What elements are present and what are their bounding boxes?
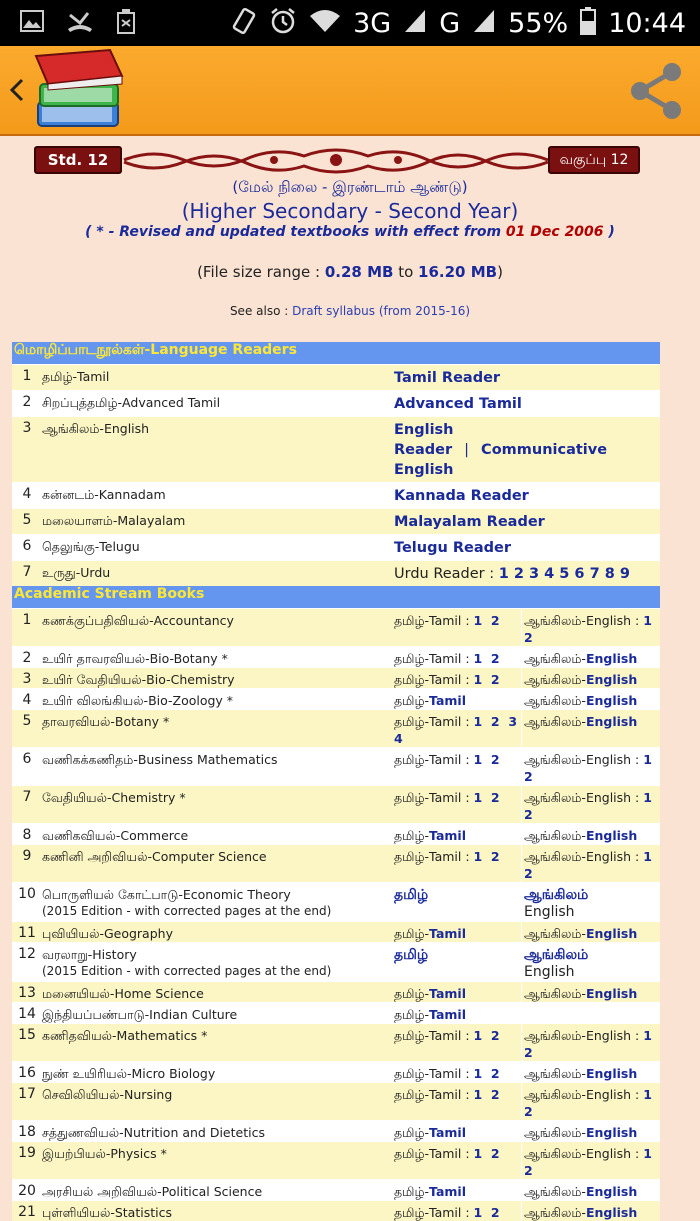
- row-number: 3: [22, 420, 32, 436]
- row-number: 8: [22, 827, 32, 843]
- tamil-download-link[interactable]: 1 2: [473, 849, 500, 864]
- subject-edition-note: (2015 Edition - with corrected pages at the end): [42, 964, 332, 978]
- table-row: [12, 1120, 660, 1141]
- english-links: [522, 748, 660, 785]
- english-links: [522, 943, 660, 981]
- subject-name: உருது-Urdu: [42, 565, 111, 580]
- english-label: ஆங்கிலம்-: [524, 1125, 586, 1140]
- english-links: [522, 1003, 660, 1023]
- english-links: [522, 845, 660, 882]
- table-row: [12, 1002, 660, 1023]
- size-prefix: (File size range :: [197, 263, 325, 281]
- tamil-download-link[interactable]: 1 2: [473, 613, 500, 628]
- english-links: [522, 1180, 660, 1200]
- row-number: 18: [18, 1124, 36, 1140]
- english-links: [522, 786, 660, 823]
- download-links: [394, 535, 660, 560]
- reader-link[interactable]: Malayalam Reader: [394, 514, 545, 530]
- reader-link[interactable]: Advanced Tamil: [394, 396, 522, 412]
- table-row: [12, 688, 660, 709]
- tamil-links: [394, 1121, 522, 1141]
- link-separator: |: [464, 442, 470, 458]
- english-label: ஆங்கிலம்-English :: [524, 849, 644, 864]
- english-links: [522, 883, 660, 921]
- english-label: ஆங்கிலம்-: [524, 986, 586, 1001]
- english-extra-label: English: [524, 904, 575, 920]
- english-label: ஆங்கிலம்-: [524, 926, 586, 941]
- size-suffix: ): [497, 263, 503, 281]
- back-arrow-icon[interactable]: [8, 70, 32, 110]
- english-download-link[interactable]: 1 2: [524, 1087, 661, 1119]
- tamil-label: தமிழ்-Tamil :: [394, 752, 474, 767]
- tamil-download-link[interactable]: Tamil: [429, 1184, 466, 1199]
- subject-title: இந்தியப்பண்பாடு-Indian Culture: [42, 1007, 238, 1022]
- gallery-icon: [20, 10, 44, 37]
- subject-title: புள்ளியியல்-Statistics: [42, 1205, 172, 1220]
- tamil-download-link[interactable]: Tamil: [429, 926, 466, 941]
- tamil-label: தமிழ்-Tamil :: [394, 790, 474, 805]
- tamil-label: தமிழ்-Tamil :: [394, 613, 474, 628]
- revision-note: [0, 224, 700, 240]
- tamil-label: தமிழ்-: [394, 1007, 430, 1022]
- subject-title: இயற்பியல்-Physics *: [42, 1146, 167, 1161]
- download-links: [394, 483, 660, 508]
- table-row: [12, 1200, 660, 1221]
- subject-name: [42, 982, 394, 1002]
- subject-name: [42, 609, 394, 646]
- size-to: to: [393, 263, 419, 281]
- tamil-label: தமிழ்-Tamil :: [394, 672, 474, 687]
- subject-title: மனையியல்-Home Science: [42, 986, 204, 1001]
- tamil-links: [394, 668, 522, 688]
- english-links: [522, 668, 660, 688]
- download-links: [394, 417, 660, 482]
- english-download-link[interactable]: 1 2: [524, 613, 661, 645]
- subject-name: கன்னடம்-Kannadam: [42, 487, 166, 502]
- battery-percent: 55%: [508, 7, 569, 39]
- alarm-icon: [269, 7, 297, 40]
- tamil-links: [394, 1180, 522, 1200]
- tamil-links: [394, 982, 522, 1002]
- subject-name: மலையாளம்-Malayalam: [42, 513, 186, 528]
- tamil-title: (மேல் நிலை - இரண்டாம் ஆண்டு): [232, 178, 468, 196]
- tamil-download-link[interactable]: 1 2: [473, 672, 500, 687]
- cleaner-icon: [116, 8, 136, 39]
- subject-name: [42, 845, 394, 882]
- english-download-link[interactable]: English: [585, 828, 638, 843]
- row-number: 16: [18, 1065, 36, 1081]
- subject-title: பொருளியல் கோட்பாடு-Economic Theory: [42, 887, 291, 902]
- tamil-links: [394, 1083, 522, 1120]
- row-number: 1: [22, 612, 32, 628]
- english-label: ஆங்கிலம்-: [524, 693, 586, 708]
- english-label: ஆங்கிலம்-: [524, 828, 586, 843]
- row-number: 20: [18, 1183, 36, 1199]
- size-min: 0.28 MB: [324, 263, 394, 281]
- tamil-download-link[interactable]: 1 2: [473, 1146, 500, 1161]
- download-links: [394, 391, 660, 416]
- table-row: [12, 882, 660, 921]
- clock: 10:44: [608, 7, 686, 39]
- missed-call-icon: [66, 9, 94, 38]
- english-links: [522, 1083, 660, 1120]
- tamil-label: தமிழ்-: [394, 926, 430, 941]
- table-row: [12, 508, 660, 534]
- row-number: 11: [18, 925, 36, 941]
- row-number: 4: [22, 692, 32, 708]
- subject-name: [42, 922, 394, 942]
- tamil-links: [394, 883, 522, 921]
- tamil-download-link[interactable]: 1 2: [473, 1028, 500, 1043]
- subject-title: கணினி அறிவியல்-Computer Science: [42, 849, 267, 864]
- english-links: [522, 710, 660, 747]
- tamil-label: தமிழ்-Tamil :: [394, 1087, 474, 1102]
- tamil-label: தமிழ்-: [394, 1184, 430, 1199]
- english-download-link[interactable]: 1 2: [524, 790, 661, 822]
- english-download-link[interactable]: English: [585, 651, 638, 666]
- subject-title: கணிதவியல்-Mathematics *: [42, 1028, 208, 1043]
- table-row: [12, 942, 660, 981]
- language-readers-heading: மொழிப்பாடநூல்கள்-Language Readers: [12, 342, 660, 364]
- table-row: [12, 709, 660, 747]
- subject-name: [42, 1024, 394, 1061]
- english-label: ஆங்கிலம்-: [524, 651, 586, 666]
- table-row: [12, 785, 660, 823]
- tamil-label: தமிழ்-: [394, 828, 430, 843]
- table-row: [12, 667, 660, 688]
- tamil-links: [394, 1142, 522, 1179]
- table-row: [12, 981, 660, 1002]
- english-label: ஆங்கிலம்-: [524, 714, 586, 729]
- english-links: [522, 982, 660, 1002]
- class-banner: [0, 140, 700, 180]
- row-number: 5: [22, 713, 32, 729]
- subject-name: [42, 1083, 394, 1120]
- tamil-download-link[interactable]: Tamil: [429, 693, 466, 708]
- size-max: 16.20 MB: [418, 263, 498, 281]
- tamil-download-link[interactable]: 1 2: [473, 790, 500, 805]
- tamil-label: தமிழ்-: [394, 986, 430, 1001]
- language-readers-list: [12, 364, 660, 586]
- battery-icon: [580, 7, 596, 40]
- tamil-download-link[interactable]: Tamil: [429, 1007, 466, 1022]
- subject-name: தமிழ்-Tamil: [42, 369, 110, 384]
- tamil-download-link[interactable]: 1 2: [473, 752, 500, 767]
- english-download-link[interactable]: English: [585, 1125, 638, 1140]
- tamil-label: தமிழ்-: [394, 693, 430, 708]
- tamil-download-link[interactable]: Tamil: [429, 986, 466, 1001]
- tamil-links: [394, 1003, 522, 1023]
- english-links: [522, 1024, 660, 1061]
- english-download-link[interactable]: 1 2: [524, 849, 661, 881]
- english-download-link[interactable]: English: [585, 926, 638, 941]
- tamil-label: தமிழ்-Tamil :: [394, 714, 474, 729]
- tamil-download-link[interactable]: Tamil: [429, 828, 466, 843]
- row-number: 12: [18, 946, 36, 962]
- table-row: [12, 364, 660, 390]
- network-type-g: G: [439, 7, 461, 39]
- english-label: ஆங்கிலம்-: [524, 672, 586, 687]
- tamil-download-link[interactable]: 1 2 3 4: [394, 714, 526, 746]
- tamil-links: [394, 943, 522, 981]
- tamil-label: தமிழ்-Tamil :: [394, 651, 474, 666]
- tamil-label: தமிழ்-Tamil :: [394, 1205, 474, 1220]
- row-number: 7: [22, 789, 32, 805]
- subject-edition-note: (2015 Edition - with corrected pages at the end): [42, 904, 332, 918]
- tamil-links: [394, 710, 526, 747]
- english-download-link[interactable]: English: [585, 714, 638, 729]
- tamil-download-link[interactable]: தமிழ்: [394, 887, 429, 903]
- english-label: ஆங்கிலம்-English :: [524, 752, 644, 767]
- subject-name: [42, 689, 394, 709]
- subject-name: [42, 668, 394, 688]
- table-row: [12, 534, 660, 560]
- english-download-link[interactable]: English: [585, 986, 638, 1001]
- english-links: [522, 1121, 660, 1141]
- subject-title: புவியியல்-Geography: [42, 926, 173, 941]
- row-number: 17: [18, 1086, 36, 1102]
- tamil-links: [394, 922, 522, 942]
- subject-name: [42, 710, 394, 747]
- tamil-links: [394, 647, 522, 667]
- subject-title: உயிர் விலங்கியல்-Bio-Zoology *: [42, 693, 234, 708]
- row-number: 21: [18, 1204, 36, 1220]
- download-links: [394, 509, 660, 534]
- row-number: 10: [18, 886, 36, 902]
- subject-name: [42, 943, 394, 981]
- row-number: 1: [22, 368, 32, 384]
- tamil-label: தமிழ்-Tamil :: [394, 1028, 474, 1043]
- subject-name: சிறப்புத்தமிழ்-Advanced Tamil: [42, 395, 221, 410]
- row-number: 19: [18, 1145, 36, 1161]
- books-table: [12, 342, 660, 1221]
- subject-name: [42, 1121, 394, 1141]
- english-links: [522, 1201, 660, 1221]
- table-row: [12, 390, 660, 416]
- table-row: [12, 482, 660, 508]
- table-row: [12, 1179, 660, 1200]
- english-label: ஆங்கிலம்-English :: [524, 1146, 644, 1161]
- subject-title: செவிலியியல்-Nursing: [42, 1087, 173, 1102]
- subject-title: கணக்குப்பதிவியல்-Accountancy: [42, 613, 234, 628]
- note-prefix: ( * - Revised and updated textbooks with effect from: [85, 224, 506, 240]
- english-download-link[interactable]: English: [585, 1184, 638, 1199]
- tamil-label: தமிழ்-Tamil :: [394, 1066, 474, 1081]
- english-label: ஆங்கிலம்-: [524, 1205, 586, 1220]
- english-download-link[interactable]: 1 2: [524, 752, 661, 784]
- file-size-range: [0, 263, 700, 281]
- subject-title: வேதியியல்-Chemistry *: [42, 790, 186, 805]
- english-links: [522, 609, 660, 646]
- table-row: [12, 646, 660, 667]
- status-bar: [0, 0, 700, 46]
- english-links: [522, 1062, 660, 1082]
- tamil-links: [394, 786, 522, 823]
- subject-name: [42, 824, 394, 844]
- subject-name: [42, 1003, 394, 1023]
- tamil-links: [394, 1201, 522, 1221]
- subject-title: உயிர் வேதியியல்-Bio-Chemistry: [42, 672, 235, 687]
- english-label: ஆங்கிலம்-: [524, 1184, 586, 1199]
- signal-icon: [403, 8, 427, 39]
- std-badge: Std. 12: [34, 146, 122, 174]
- subject-title: அரசியல் அறிவியல்-Political Science: [42, 1184, 263, 1199]
- subject-title: உயிர் தாவரவியல்-Bio-Botany *: [42, 651, 228, 666]
- table-row: [12, 1061, 660, 1082]
- english-download-link[interactable]: English: [585, 693, 638, 708]
- reader-link[interactable]: Communicative English: [394, 442, 608, 478]
- subject-title: வணிகவியல்-Commerce: [42, 828, 189, 843]
- tamil-links: [394, 824, 522, 844]
- subject-title: வணிகக்கணிதம்-Business Mathematics: [42, 752, 278, 767]
- row-number: 7: [22, 564, 32, 580]
- english-download-link[interactable]: ஆங்கிலம்: [524, 887, 589, 903]
- english-links: [522, 647, 660, 667]
- tamil-links: [394, 689, 522, 709]
- table-row: [12, 823, 660, 844]
- subject-title: சத்துணவியல்-Nutrition and Dietetics: [42, 1125, 265, 1140]
- table-row: [12, 921, 660, 942]
- books-logo-icon: [34, 48, 126, 134]
- reader-link[interactable]: Kannada Reader: [394, 488, 529, 504]
- english-download-link[interactable]: English: [585, 1066, 638, 1081]
- subject-name: தெலுங்கு-Telugu: [42, 539, 140, 554]
- app-bar: [0, 46, 700, 136]
- row-number: 2: [22, 650, 32, 666]
- english-links: [522, 689, 660, 709]
- english-download-link[interactable]: English: [585, 1205, 638, 1220]
- academic-books-list: [12, 608, 660, 1221]
- row-number: 9: [22, 848, 32, 864]
- note-date: 01 Dec 2006: [505, 224, 604, 240]
- tamil-download-link[interactable]: Tamil: [429, 1125, 466, 1140]
- table-row: [12, 844, 660, 882]
- english-download-link[interactable]: ஆங்கிலம்: [524, 947, 589, 963]
- row-number: 5: [22, 512, 32, 528]
- draft-syllabus-link[interactable]: Draft syllabus (from 2015-16): [292, 304, 471, 318]
- table-row: [12, 1082, 660, 1120]
- reader-link[interactable]: Tamil Reader: [394, 370, 501, 386]
- subject-name: [42, 1062, 394, 1082]
- subject-name: [42, 1201, 394, 1221]
- tamil-links: [394, 845, 522, 882]
- tamil-download-link[interactable]: 1 2: [473, 1205, 500, 1220]
- english-label: ஆங்கிலம்-: [524, 1066, 586, 1081]
- subject-title: தாவரவியல்-Botany *: [42, 714, 170, 729]
- ornament-divider: [124, 140, 548, 180]
- download-links: [394, 561, 660, 586]
- table-row: [12, 1141, 660, 1179]
- subject-name: [42, 883, 394, 921]
- row-number: 6: [22, 538, 32, 554]
- table-row: [12, 1023, 660, 1061]
- table-row: [12, 747, 660, 785]
- wifi-icon: [309, 8, 341, 39]
- english-extra-label: English: [524, 964, 575, 980]
- subject-title: வரலாறு-History: [42, 947, 137, 962]
- row-number: 2: [22, 394, 32, 410]
- english-links: [522, 1142, 660, 1179]
- screen-rotate-icon: [231, 7, 257, 40]
- english-links: [522, 824, 660, 844]
- row-number: 13: [18, 985, 36, 1001]
- reader-link[interactable]: Telugu Reader: [394, 540, 511, 556]
- row-number: 14: [18, 1006, 36, 1022]
- english-download-link[interactable]: English: [585, 672, 638, 687]
- row-number: 4: [22, 486, 32, 502]
- subject-title: நுண் உயிரியல்-Micro Biology: [42, 1066, 216, 1081]
- english-links: [522, 922, 660, 942]
- table-row: [12, 416, 660, 482]
- download-links: [394, 365, 660, 390]
- network-type-3g: 3G: [353, 7, 392, 39]
- tamil-label: தமிழ்-Tamil :: [394, 849, 474, 864]
- tamil-links: [394, 609, 522, 646]
- english-label: ஆங்கிலம்-English :: [524, 1028, 644, 1043]
- row-number: 6: [22, 751, 32, 767]
- tamil-label: தமிழ்-: [394, 1125, 430, 1140]
- tamil-download-link[interactable]: 1 2: [473, 1087, 500, 1102]
- signal-icon-2: [472, 8, 496, 39]
- english-title: (Higher Secondary - Second Year): [181, 199, 519, 223]
- subject-name: [42, 748, 394, 785]
- english-label: ஆங்கிலம்-English :: [524, 790, 644, 805]
- row-number: 3: [22, 671, 32, 687]
- tamil-download-link[interactable]: 1 2: [473, 1066, 500, 1081]
- share-icon[interactable]: [626, 60, 686, 122]
- see-also-label: See also :: [229, 304, 293, 318]
- row-number: 15: [18, 1027, 36, 1043]
- english-label: ஆங்கிலம்-English :: [524, 613, 644, 628]
- tamil-download-link[interactable]: தமிழ்: [394, 947, 429, 963]
- tamil-links: [394, 1024, 522, 1061]
- subject-name: ஆங்கிலம்-English: [42, 421, 150, 436]
- class-badge: வகுப்பு 12: [548, 146, 640, 174]
- english-label: ஆங்கிலம்-English :: [524, 1087, 644, 1102]
- download-label: Urdu Reader :: [394, 566, 499, 582]
- academic-books-heading: Academic Stream Books: [12, 586, 660, 608]
- note-suffix: ): [603, 224, 615, 240]
- table-row: [12, 560, 660, 586]
- subject-name: [42, 786, 394, 823]
- table-row: [12, 608, 660, 646]
- tamil-download-link[interactable]: 1 2: [473, 651, 500, 666]
- see-also: [0, 304, 700, 318]
- tamil-links: [394, 1062, 522, 1082]
- part-links[interactable]: 1 2 3 4 5 6 7 8 9: [498, 566, 630, 582]
- tamil-label: தமிழ்-Tamil :: [394, 1146, 474, 1161]
- subject-name: [42, 647, 394, 667]
- english-download-link[interactable]: 1 2: [524, 1028, 661, 1060]
- english-download-link[interactable]: 1 2: [524, 1146, 661, 1178]
- reader-link[interactable]: English Reader: [394, 422, 454, 458]
- subject-name: [42, 1180, 394, 1200]
- subject-name: [42, 1142, 394, 1179]
- tamil-links: [394, 748, 522, 785]
